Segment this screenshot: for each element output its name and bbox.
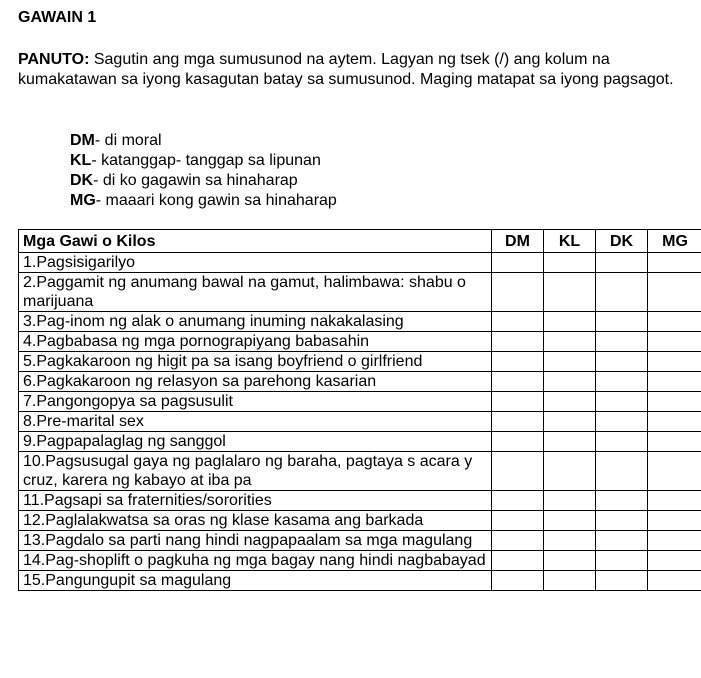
table-row xyxy=(19,372,701,392)
checkbox-cell-dm[interactable] xyxy=(492,491,544,511)
checkbox-cell-mg[interactable] xyxy=(648,372,701,392)
behavior-item: 7.Pangongopya sa pagsusulit xyxy=(19,392,492,412)
checkbox-cell-dk[interactable] xyxy=(596,531,648,551)
checkbox-cell-dm[interactable] xyxy=(492,392,544,412)
checkbox-cell-kl[interactable] xyxy=(544,551,596,571)
checkbox-cell-kl[interactable] xyxy=(544,571,596,591)
legend-item-dm xyxy=(70,131,337,151)
behavior-item: 6.Pagkakaroon ng relasyon sa parehong kasarian xyxy=(19,372,492,392)
checkbox-cell-kl[interactable] xyxy=(544,452,596,491)
checkbox-cell-dm[interactable] xyxy=(492,571,544,591)
checkbox-cell-kl[interactable] xyxy=(544,352,596,372)
checkbox-cell-mg[interactable] xyxy=(648,432,701,452)
legend-code: MG xyxy=(70,192,96,209)
table-row xyxy=(19,452,701,491)
behavior-item: 15.Pangungupit sa magulang xyxy=(19,571,492,591)
table-row xyxy=(19,551,701,571)
checkbox-cell-dm[interactable] xyxy=(492,372,544,392)
table-row xyxy=(19,273,701,312)
legend-desc: - di ko gagawin sa hinaharap xyxy=(93,172,298,189)
legend-item-mg xyxy=(70,191,337,211)
column-header: KL xyxy=(544,230,596,253)
table-row xyxy=(19,352,701,372)
checkbox-cell-dm[interactable] xyxy=(492,412,544,432)
checkbox-cell-dk[interactable] xyxy=(596,432,648,452)
checkbox-cell-dk[interactable] xyxy=(596,412,648,432)
checkbox-cell-dk[interactable] xyxy=(596,392,648,412)
column-header: DK xyxy=(596,230,648,253)
legend-code: DK xyxy=(70,172,94,189)
table-row xyxy=(19,332,701,352)
checkbox-cell-dm[interactable] xyxy=(492,332,544,352)
table-row xyxy=(19,412,701,432)
column-header: MG xyxy=(648,230,701,253)
legend-code: KL xyxy=(70,152,92,169)
checkbox-cell-mg[interactable] xyxy=(648,551,701,571)
checkbox-cell-dk[interactable] xyxy=(596,352,648,372)
page-title: GAWAIN 1 xyxy=(18,9,97,26)
behavior-item: 3.Pag-inom ng alak o anumang inuming nakakalasing xyxy=(19,312,492,332)
checkbox-cell-mg[interactable] xyxy=(648,491,701,511)
behavior-item: 5.Pagkakaroon ng higit pa sa isang boyfriend o girlfriend xyxy=(19,352,492,372)
checkbox-cell-dk[interactable] xyxy=(596,491,648,511)
legend-desc: - maaari kong gawin sa hinaharap xyxy=(95,192,337,209)
table-header-row xyxy=(19,230,701,253)
checkbox-cell-mg[interactable] xyxy=(648,571,701,591)
checkbox-cell-dm[interactable] xyxy=(492,511,544,531)
legend-code: DM xyxy=(70,132,95,149)
behavior-item: 9.Pagpapalaglag ng sanggol xyxy=(19,432,492,452)
behavior-item: 10.Pagsusugal gaya ng paglalaro ng baraha, pagtaya s acara y cruz, karera ng kabayo at iba pa xyxy=(19,452,492,491)
table-row xyxy=(19,491,701,511)
behavior-item: 11.Pagsapi sa fraternities/sororities xyxy=(19,491,492,511)
checkbox-cell-dk[interactable] xyxy=(596,452,648,491)
checkbox-cell-kl[interactable] xyxy=(544,432,596,452)
table-row xyxy=(19,571,701,591)
checkbox-cell-kl[interactable] xyxy=(544,531,596,551)
behavior-item: 1.Pagsisigarilyo xyxy=(19,253,492,273)
checkbox-cell-dk[interactable] xyxy=(596,372,648,392)
checkbox-cell-kl[interactable] xyxy=(544,253,596,273)
legend-item-dk xyxy=(70,171,337,191)
instructions-paragraph xyxy=(18,50,688,90)
behavior-item: 13.Pagdalo sa parti nang hindi nagpapaalam sa mga magulang xyxy=(19,531,492,551)
checkbox-cell-dm[interactable] xyxy=(492,432,544,452)
checkbox-cell-mg[interactable] xyxy=(648,392,701,412)
checkbox-cell-mg[interactable] xyxy=(648,531,701,551)
checkbox-cell-kl[interactable] xyxy=(544,392,596,412)
checkbox-cell-kl[interactable] xyxy=(544,332,596,352)
checkbox-cell-dm[interactable] xyxy=(492,312,544,332)
checkbox-cell-dk[interactable] xyxy=(596,551,648,571)
checkbox-cell-dk[interactable] xyxy=(596,273,648,312)
checkbox-cell-mg[interactable] xyxy=(648,412,701,432)
checkbox-cell-dm[interactable] xyxy=(492,531,544,551)
column-header: DM xyxy=(492,230,544,253)
checkbox-cell-mg[interactable] xyxy=(648,253,701,273)
table-row xyxy=(19,531,701,551)
checkbox-cell-dk[interactable] xyxy=(596,312,648,332)
checkbox-cell-mg[interactable] xyxy=(648,312,701,332)
behavior-item: 4.Pagbabasa ng mga pornograpiyang babasahin xyxy=(19,332,492,352)
table-row xyxy=(19,392,701,412)
legend-desc: - katanggap- tanggap sa lipunan xyxy=(91,152,321,169)
instructions-label: PANUTO: xyxy=(18,51,90,68)
table-row xyxy=(19,253,701,273)
checkbox-cell-mg[interactable] xyxy=(648,511,701,531)
checkbox-cell-dk[interactable] xyxy=(596,511,648,531)
legend-desc: - di moral xyxy=(94,132,162,149)
checkbox-cell-kl[interactable] xyxy=(544,491,596,511)
checkbox-cell-kl[interactable] xyxy=(544,273,596,312)
checkbox-cell-kl[interactable] xyxy=(544,511,596,531)
checkbox-cell-dm[interactable] xyxy=(492,551,544,571)
checkbox-cell-dm[interactable] xyxy=(492,452,544,491)
checkbox-cell-dm[interactable] xyxy=(492,352,544,372)
behavior-table xyxy=(18,229,701,591)
instructions-text: Sagutin ang mga sumusunod na aytem. Lagyan ng tsek (/) ang kolum na kumakatawan sa iyong kasagutan batay sa sumusunod. Maging matapat sa iyong pagsagot. xyxy=(18,51,674,88)
checkbox-cell-dk[interactable] xyxy=(596,253,648,273)
checkbox-cell-kl[interactable] xyxy=(544,372,596,392)
checkbox-cell-mg[interactable] xyxy=(648,273,701,312)
checkbox-cell-dk[interactable] xyxy=(596,332,648,352)
checkbox-cell-dm[interactable] xyxy=(492,253,544,273)
behavior-item: 14.Pag-shoplift o pagkuha ng mga bagay nang hindi nagbabayad xyxy=(19,551,492,571)
behavior-item: 2.Paggamit ng anumang bawal na gamut, halimbawa: shabu o marijuana xyxy=(19,273,492,312)
legend-item-kl xyxy=(70,151,337,171)
legend xyxy=(70,131,337,211)
behavior-item: 12.Paglalakwatsa sa oras ng klase kasama ang barkada xyxy=(19,511,492,531)
checkbox-cell-kl[interactable] xyxy=(544,412,596,432)
checkbox-cell-kl[interactable] xyxy=(544,312,596,332)
behavior-item: 8.Pre-marital sex xyxy=(19,412,492,432)
table-row xyxy=(19,312,701,332)
checkbox-cell-dk[interactable] xyxy=(596,571,648,591)
table-row xyxy=(19,432,701,452)
checkbox-cell-dm[interactable] xyxy=(492,273,544,312)
checkbox-cell-mg[interactable] xyxy=(648,352,701,372)
checkbox-cell-mg[interactable] xyxy=(648,452,701,491)
column-header: Mga Gawi o Kilos xyxy=(19,230,492,253)
checkbox-cell-mg[interactable] xyxy=(648,332,701,352)
table-row xyxy=(19,511,701,531)
